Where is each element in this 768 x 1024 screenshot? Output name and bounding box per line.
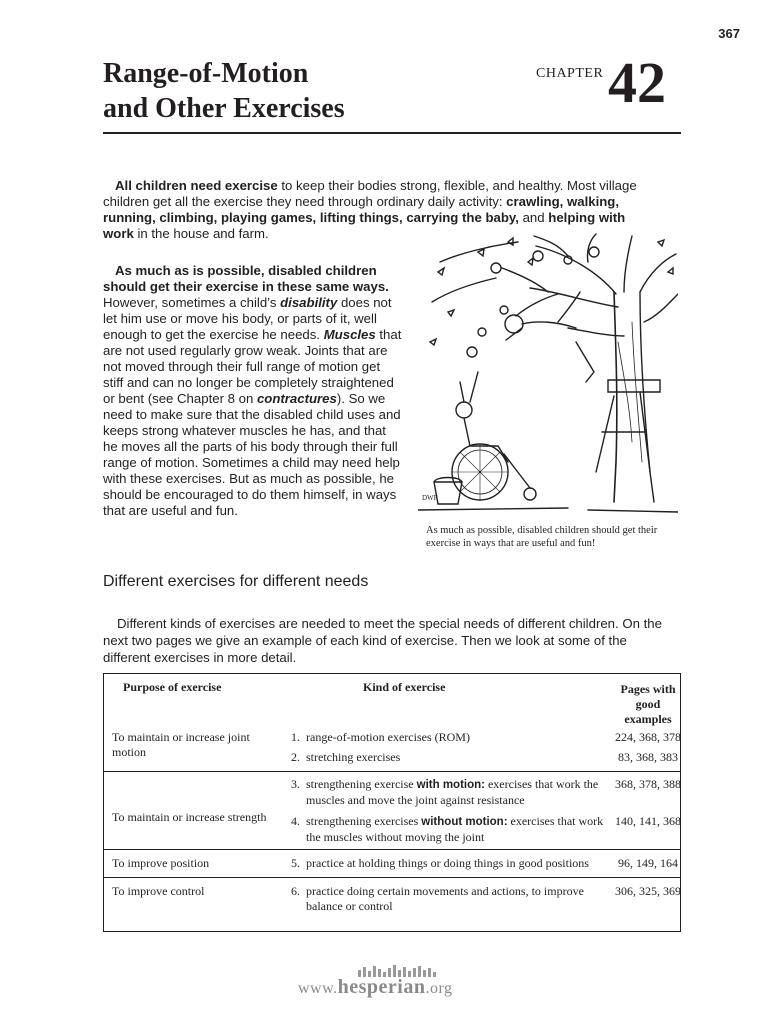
p1-bold-3: helping with work — [103, 210, 626, 241]
illustration-signature: DWF — [422, 494, 438, 502]
kind-text: practice doing certain movements and actions, to improve balance or control — [306, 884, 584, 913]
illustration-caption: As much as possible, disabled children should get their exercise in ways that are useful and fun! — [426, 525, 658, 549]
wheelchair-child — [456, 402, 472, 418]
table-row — [103, 730, 681, 745]
table-row — [103, 850, 681, 878]
p2-italic-3: contractures — [256, 391, 337, 406]
kind-number: 1. — [291, 730, 300, 744]
chapter-label: CHAPTER — [536, 66, 604, 81]
pages-cell: 140, 141, 368 — [615, 814, 681, 828]
page-title — [103, 56, 523, 126]
kind-number: 2. — [291, 750, 300, 764]
p1-text-1: to keep their bodies strong, flexible, and healthy. Most village children get all the exercise they need through ordinary daily activity: — [103, 178, 637, 209]
kind-text: stretching exercises — [306, 750, 401, 764]
kind-text: practice at holding things or doing things in good positions — [306, 856, 589, 870]
p1-bold-2: crawling, walking, running, climbing, playing games, lifting things, carrying the baby, — [103, 194, 620, 225]
kind-number: 6. — [291, 884, 300, 898]
kind-text-c: exercises that work the muscles without moving the joint — [306, 814, 604, 844]
climbing-child — [505, 315, 523, 333]
section-intro — [103, 615, 663, 666]
kind-number: 5. — [291, 856, 300, 870]
p2-text-2: does not let him use or move his body, or parts of it, well enough to get the exercise he needs. — [103, 295, 392, 342]
kind-text-c: exercises that work the muscles and move the joint against resistance — [306, 777, 599, 807]
footer-prefix: www. — [298, 980, 338, 997]
kind-text-a: strengthening exercise — [306, 777, 417, 791]
pages-cell: 224, 368, 378 — [615, 730, 681, 744]
pages-cell: 306, 325, 369 — [615, 878, 681, 919]
purpose-cell: To improve position — [103, 850, 283, 878]
purpose-cell: To improve control — [103, 878, 283, 919]
kind-text: range-of-motion exercises (ROM) — [306, 730, 470, 744]
pages-cell: 83, 368, 383 — [618, 750, 678, 764]
disability-paragraph — [103, 263, 403, 519]
exercise-table — [103, 673, 681, 918]
kind-text-bold: with motion: — [416, 779, 485, 791]
footer-brand: hesperian — [337, 976, 426, 998]
table-header-row — [103, 673, 681, 730]
kind-text — [306, 814, 615, 845]
footer-url[interactable] — [298, 976, 453, 999]
p1-text-3: in the house and farm. — [133, 226, 269, 241]
purpose-cell: To maintain or increase joint motion — [112, 730, 250, 759]
tree-branches — [530, 236, 678, 322]
title-line-2: and Other Exercises — [103, 93, 345, 124]
header-pages: Pages with good examples — [620, 682, 676, 726]
kind-text-a: strengthening exercises — [306, 814, 422, 828]
kind-text — [306, 777, 615, 808]
header-kind: Kind of exercise — [363, 680, 446, 694]
title-line-1: Range-of-Motion — [103, 58, 309, 89]
purpose-cell: To maintain or increase strength — [103, 772, 283, 850]
kind-number: 3. — [291, 777, 300, 791]
p2-text-4: ). So we need to make sure that the disabled child uses and keeps strong whatever muscles he has, and that he moves all the parts of his body through their full range of motion. Sometimes a child may need help with these exercises. But as much as possible, he should be encouraged to do them himself, in ways that are useful and fun. — [103, 391, 401, 518]
page-number: 367 — [718, 26, 740, 41]
tree-children-illustration — [418, 232, 678, 522]
pages-cell: 368, 378, 388 — [615, 772, 681, 809]
table-row — [103, 878, 681, 919]
header-purpose: Purpose of exercise — [123, 680, 222, 694]
section-heading: Different exercises for different needs — [103, 573, 369, 590]
p2-text-3: that are not used regularly grow weak. Joints that are not moved through their full range of motion get stiff and can no longer be completely straightened or bent (see Chapter 8 on — [103, 327, 402, 406]
pages-cell: 96, 149, 164 — [615, 850, 681, 878]
chapter-number: 42 — [608, 50, 666, 115]
p2-bold-1: As much as is possible, disabled children should get their exercise in these same ways. — [103, 263, 389, 294]
basket — [434, 478, 462, 505]
p2-italic-1: disability — [280, 295, 338, 310]
p1-bold-1: All children need exercise — [115, 178, 278, 193]
footer-suffix: .org — [425, 980, 453, 997]
title-rule — [103, 132, 681, 134]
kind-number: 4. — [291, 814, 300, 828]
p2-italic-2: Muscles — [323, 327, 376, 342]
p1-text-2: and — [518, 210, 549, 225]
table-row — [103, 772, 681, 809]
kind-text-bold: without motion: — [421, 816, 508, 828]
section-intro-text: Different kinds of exercises are needed to meet the special needs of different children. On the next two pages we give an example of each kind of exercise. Then we look at some of the different exercises in more detail. — [103, 616, 662, 665]
p2-text-1: However, sometimes a child’s — [103, 295, 281, 310]
